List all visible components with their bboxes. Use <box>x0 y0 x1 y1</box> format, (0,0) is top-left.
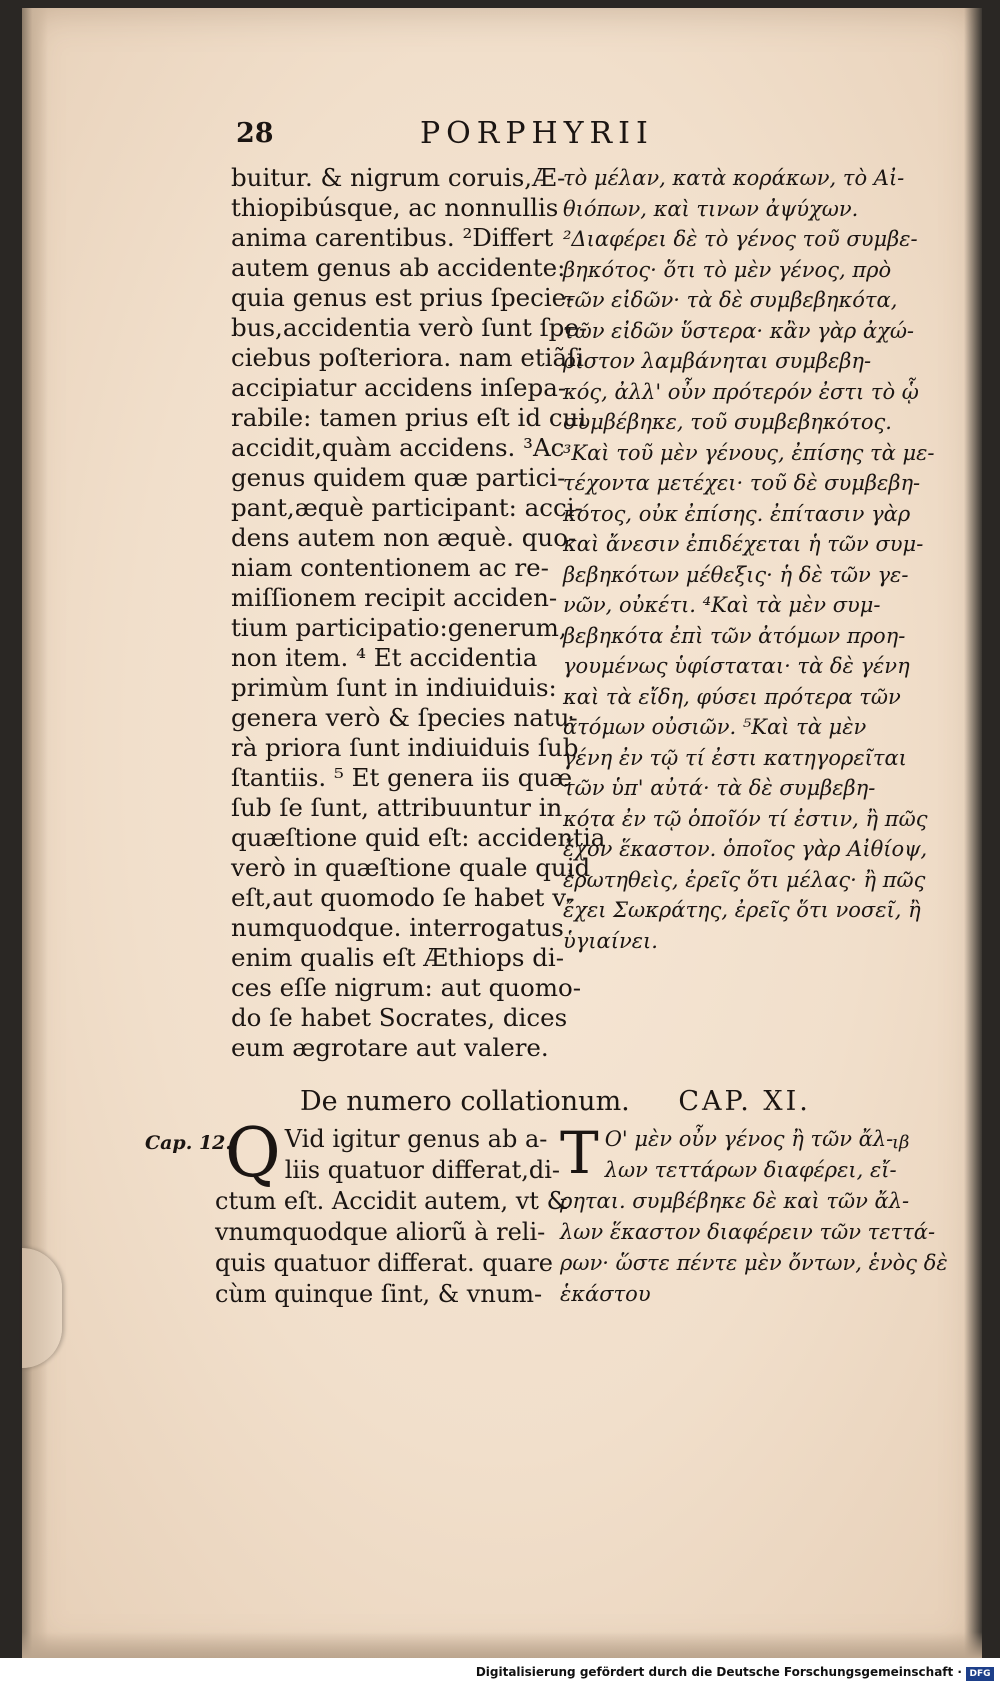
section-title: De numero collationum. <box>300 1086 630 1117</box>
text-line: ὑγιαίνει. <box>563 928 658 953</box>
text-line: quæſtione quid eſt: accidentia <box>231 823 606 852</box>
text-line: Ο' μὲν οὖν γένος ἢ τῶν ἄλ- <box>604 1127 894 1151</box>
text-line: cùm quinque ſint, & vnum- <box>215 1280 543 1308</box>
text-line: νῶν, οὐκέτι. ⁴Καὶ τὰ μὲν συμ- <box>563 593 881 617</box>
text-line: genus quidem quæ partici- <box>231 463 566 492</box>
latin-column <box>231 163 606 1063</box>
text-line: θιόπων, καὶ τινων ἀψύχων. <box>563 196 859 221</box>
page-number: 28 <box>236 118 274 149</box>
text-line: ſtantiis. ⁵ Et genera iis quæ <box>231 763 573 792</box>
text-line: ſub ſe ſunt, attribuuntur in <box>231 793 563 822</box>
text-line: γένη ἐν τῷ τί ἐστι κατηγορεῖται <box>563 745 907 770</box>
text-line: τῶν εἰδῶν· τὰ δὲ συμβεβηκότα, <box>563 288 898 312</box>
text-line: quis quatuor differat. quare <box>215 1249 554 1277</box>
text-line: thiopibúsque, ac nonnullis <box>231 193 559 222</box>
dfg-logo: DFG <box>966 1667 994 1681</box>
text-line: autem genus ab accidente: <box>231 253 566 282</box>
text-line: βεβηκότων μέθεξις· ἡ δὲ τῶν γε- <box>563 562 909 587</box>
text-line: numquodque. interrogatus <box>231 913 564 942</box>
text-line: accidit,quàm accidens. ³Ac <box>231 433 565 462</box>
text-line: καὶ τὰ εἴδη, φύσει πρότερα τῶν <box>563 684 901 709</box>
text-line: dens autem non æquè. quo- <box>231 523 577 552</box>
text-line: λων ἕκαστον διαφέρειν τῶν τεττά- <box>560 1220 936 1244</box>
text-line: ἑκάστου <box>560 1282 651 1306</box>
text-line: Vid igitur genus ab a- <box>284 1125 548 1153</box>
text-line: ἔχον ἕκαστον. ὁποῖος γὰρ Αἰθίοψ, <box>563 837 928 861</box>
text-line: non item. ⁴ Et accidentia <box>231 643 538 672</box>
text-line: rabile: tamen prius eſt id cui <box>231 403 587 432</box>
page-tab <box>22 1248 62 1368</box>
text-line: eum ægrotare aut valere. <box>231 1033 549 1062</box>
latin-drop-cap: Q <box>225 1114 281 1193</box>
text-line: miſſionem recipit acciden- <box>231 583 558 612</box>
text-line: κός, ἀλλ' οὖν πρότερόν ἐστι τὸ ᾧ <box>563 379 919 404</box>
text-line: buitur. & nigrum coruis,Æ- <box>231 163 566 192</box>
text-line: niam contentionem ac re- <box>231 553 549 582</box>
text-line: anima carentibus. ²Differt <box>231 223 554 252</box>
text-line: ριστον λαμβάνηται συμβεβη- <box>563 349 872 373</box>
text-line: λων τεττάρων διαφέρει, εἴ- <box>604 1158 897 1182</box>
text-line: ἀτόμων οὐσιῶν. ⁵Καὶ τὰ μὲν <box>563 715 867 739</box>
latin-section <box>215 1114 568 1310</box>
text-line: verò in quæſtione quale quid <box>231 853 591 882</box>
text-line: ²Διαφέρει δὲ τὸ γένος τοῦ συμβε- <box>563 227 918 251</box>
text-line: βηκότος· ὅτι τὸ μὲν γένος, πρὸ <box>563 257 892 282</box>
greek-column <box>563 163 935 956</box>
text-line: rà priora ſunt indiuiduis ſub <box>231 733 579 762</box>
text-line: vnumquodque aliorũ à reli- <box>215 1218 546 1246</box>
text-line: καὶ ἄνεσιν ἐπιδέχεται ἡ τῶν συμ- <box>563 532 924 556</box>
text-line: bus,accidentia verò ſunt ſpe- <box>231 313 588 342</box>
text-line: γουμένως ὑφίσταται· τὰ δὲ γένη <box>563 654 910 678</box>
text-line: ρων· ὥστε πέντε μὲν ὄντων, ἑνὸς δὲ <box>560 1251 948 1275</box>
text-line: βεβηκότα ἐπὶ τῶν ἀτόμων προη- <box>563 623 906 648</box>
text-line: quia genus est prius ſpecie- <box>231 283 575 312</box>
text-line: accipiatur accidens inſepa- <box>231 373 567 402</box>
text-line: do ſe habet Socrates, dices <box>231 1003 568 1032</box>
text-line: τὸ μέλαν, κατὰ κοράκων, τὸ Αἰ- <box>563 166 905 190</box>
page-edge-shadow <box>964 8 982 1658</box>
text-line: τέχοντα μετέχει· τοῦ δὲ συμβεβη- <box>563 471 921 495</box>
running-title: PORPHYRII <box>420 116 654 151</box>
text-line: τῶν ὑπ' αὐτά· τὰ δὲ συμβεβη- <box>563 776 876 800</box>
text-line: κότα ἐν τῷ ὁποῖόν τί ἐστιν, ἢ πῶς <box>563 806 928 831</box>
text-line: genera verò & ſpecies natu- <box>231 703 578 732</box>
text-line: ρηται. συμβέβηκε δὲ καὶ τῶν ἄλ- <box>560 1189 910 1213</box>
page-bottom-shadow <box>22 1632 982 1658</box>
text-line: eſt,aut quomodo ſe habet v- <box>231 883 575 912</box>
margin-note-right: ιβ <box>892 1132 910 1153</box>
greek-drop-cap: Τ <box>560 1119 599 1187</box>
section-heading <box>300 1086 811 1117</box>
text-line: pant,æquè participant: acci- <box>231 493 583 522</box>
text-line: τῶν εἰδῶν ὕστερα· κἂν γὰρ ἀχώ- <box>563 318 915 343</box>
chapter-label: CAP. XI. <box>678 1086 811 1117</box>
text-line: ctum eſt. Accidit autem, vt & <box>215 1187 568 1215</box>
text-line: ciebus poſteriora. nam etiãſi <box>231 343 585 372</box>
text-line: ἔχει Σωκράτης, ἐρεῖς ὅτι νοσεῖ, ἢ <box>563 898 921 922</box>
text-line: ces eſſe nigrum: aut quomo- <box>231 973 582 1002</box>
text-line: primùm ſunt in indiuiduis: <box>231 673 557 702</box>
page-gutter <box>22 8 48 1658</box>
text-line: ³Καὶ τοῦ μὲν γένους, ἐπίσης τὰ με- <box>563 440 935 465</box>
text-line: συμβέβηκε, τοῦ συμβεβηκότος. <box>563 410 892 434</box>
footer-credit: Digitalisierung gefördert durch die Deutsche Forschungsgemeinschaft · <box>475 1665 962 1679</box>
text-line: tium participatio:generum, <box>231 613 567 642</box>
text-line: ἐρωτηθεὶς, ἐρεῖς ὅτι μέλας· ἢ πῶς <box>563 867 926 892</box>
text-line: liis quatuor differat,di- <box>284 1156 560 1184</box>
margin-note-left: Cap. 12. <box>145 1132 233 1154</box>
footer-bar <box>0 1658 1000 1688</box>
text-line: κότος, οὐκ ἐπίσης. ἐπίτασιν γὰρ <box>563 501 911 526</box>
text-line: enim qualis eſt Æthiops di- <box>231 943 565 972</box>
